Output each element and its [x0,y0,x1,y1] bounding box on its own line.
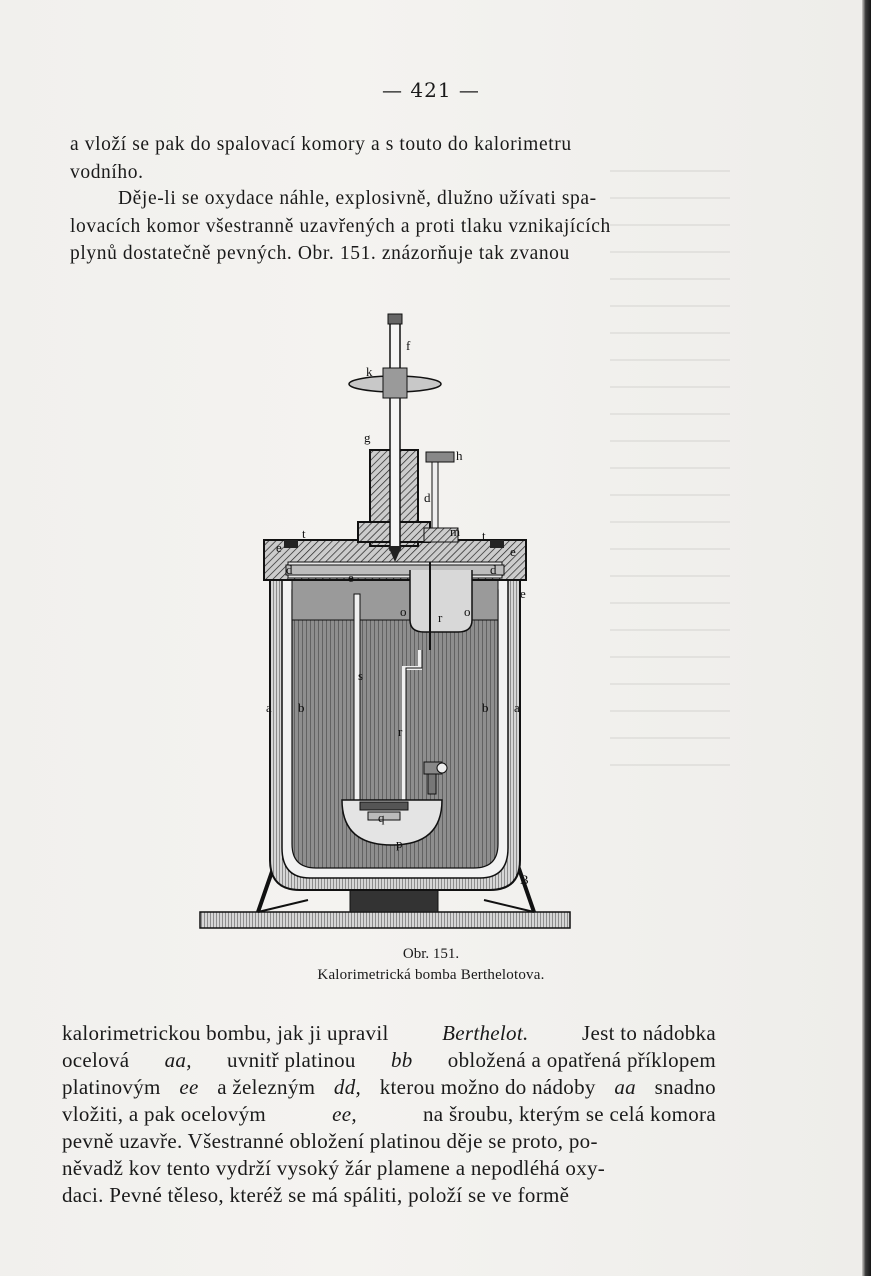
paragraph-line: Děje-li se oxydace náhle, explosivně, dlužno užívati spa- [118,188,597,209]
label-h: h [456,448,463,463]
label-e-inner: e [348,570,354,585]
part-label: dd, [333,1075,362,1099]
label-d-right: d [490,562,497,577]
label-f: f [406,338,411,353]
text-run: ocelová [62,1048,130,1072]
label-q: q [378,810,385,825]
text-run: obložená a opatřená příklopem [447,1048,716,1072]
label-p: p [396,836,403,851]
label-r-top: r [438,610,443,625]
paragraph-1 [70,131,722,186]
label-t-left: t [302,526,306,541]
part-label: ee [179,1075,199,1099]
part-label: bb [390,1048,413,1072]
base-foot [350,890,438,912]
label-a-right: a [514,700,520,715]
text-run: Jest to nádobka [582,1021,716,1045]
text-run: platinovým [62,1075,161,1099]
paragraph-2 [70,185,722,268]
paragraph-line: pevně uzavře. Všestranné obložení platinou děje se proto, po- [62,1129,598,1153]
text-run: kalorimetrickou bombu, jak ji upravil [62,1021,389,1045]
paragraph-line [62,1047,716,1074]
label-s: s [358,668,364,683]
label-k: k [366,364,373,379]
page-number: — 421 — [382,78,480,102]
label-a-left: a [266,700,272,715]
side-electrode [426,452,454,462]
figure-number: Obr. 151. [402,946,460,962]
paragraph-line: lovacích komor všestranně uzavřených a proti tlaku vznikajících [70,215,611,237]
text-run: uvnitř platinou [227,1048,356,1072]
calorimetric-bomb-illustration [198,300,596,940]
paragraph-line: a vloží se pak do spalovací komory a s touto do kalorimetru [70,134,572,155]
label-b-right: b [482,700,489,715]
text-run: a železným [217,1075,316,1099]
figure-caption: Kalorimetrická bomba Berthelotova. [317,967,545,983]
part-label: aa, [164,1048,192,1072]
label-m: m [450,524,461,539]
paragraph-line: daci. Pevné těleso, kteréž se má spáliti, položí se ve formě [62,1183,570,1207]
paragraph-line [62,1074,716,1101]
label-o-left: o [400,604,407,619]
part-label: aa [614,1075,636,1099]
label-e-right: e [510,544,516,559]
text-run: na šroubu, kterým se celá komora [422,1102,716,1126]
paragraph-line: plynů dostatečně pevných. Obr. 151. znázorňuje tak zvanou [70,243,570,264]
base-plate [200,912,570,928]
label-t-right: t [482,528,486,543]
label-g: g [364,430,371,445]
label-e-left: e [276,540,282,555]
paragraph-line: něvadž kov tento vydrží vysoký žár plamene a nepodléhá oxy- [62,1156,606,1180]
rod-s [354,594,360,800]
label-r: r [398,724,403,739]
label-o-right: o [464,604,471,619]
label-e-outer: e [520,586,526,601]
sample-holder [360,802,408,810]
page-edge-shadow [862,0,871,1276]
text-run: snadno [654,1075,716,1099]
spindle [390,318,400,550]
paragraph-line [62,1020,716,1047]
part-label: ee, [332,1102,357,1126]
label-d-left: d [286,562,293,577]
label-d: d [424,490,431,505]
paragraph-line: vodního. [70,161,144,183]
text-run: vložiti, a pak ocelovým [62,1102,267,1126]
label-B: B [520,872,529,887]
author-name: Berthelot. [442,1021,529,1045]
paragraph-line [62,1101,716,1128]
paragraph-3 [62,1020,716,1209]
text-run: kterou možno do nádoby [379,1075,596,1099]
label-b-left: b [298,700,305,715]
